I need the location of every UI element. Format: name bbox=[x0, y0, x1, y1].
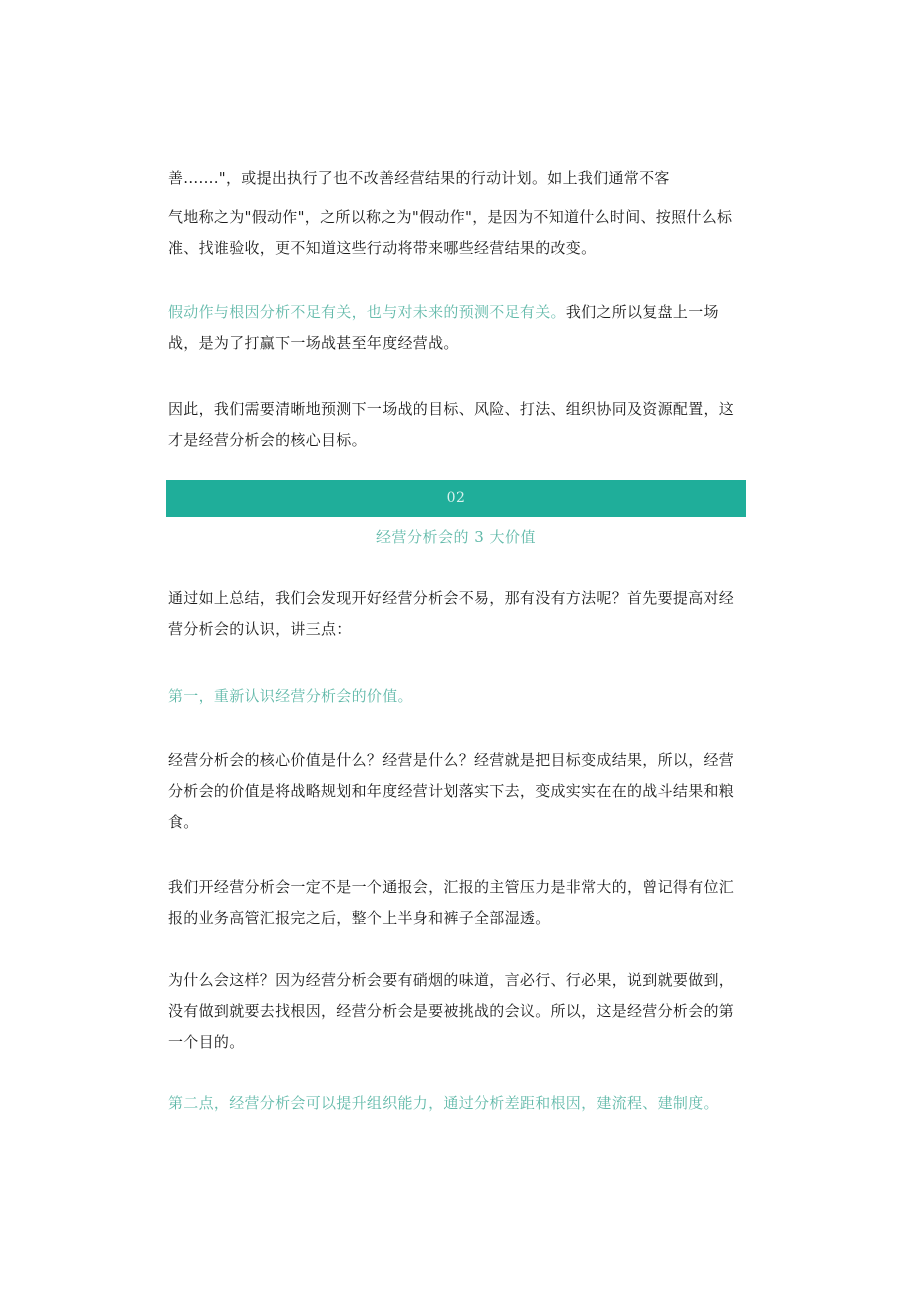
paragraph-line: 我们开经营分析会一定不是一个通报会，汇报的主管压力是非常大的，曾记得有位汇 bbox=[168, 878, 735, 896]
paragraph-line: 才是经营分析会的核心目标。 bbox=[168, 431, 367, 449]
section-title: 经营分析会的 3 大价值 bbox=[375, 528, 537, 546]
paragraph-line: 为什么会这样？因为经营分析会要有硝烟的味道，言必行、行必果，说到就要做到， bbox=[168, 971, 735, 989]
paragraph-9 bbox=[168, 965, 746, 1058]
section-number-bar: 02 bbox=[166, 480, 746, 517]
paragraph-4 bbox=[168, 394, 746, 456]
paragraph-line: 一个目的。 bbox=[168, 1033, 245, 1051]
paragraph-line: 没有做到就要去找根因，经营分析会是要被挑战的会议。所以，这是经营分析会的第 bbox=[168, 1002, 735, 1020]
paragraph-line: 准、找谁验收，更不知道这些行动将带来哪些经营结果的改变。 bbox=[168, 239, 597, 257]
highlight-text: 假动作与根因分析不足有关，也与对未来的预测不足有关。 bbox=[168, 303, 566, 321]
paragraph-3 bbox=[168, 297, 746, 359]
paragraph-line: 通过如上总结，我们会发现开好经营分析会不易，那有没有方法呢？首先要提高对经 bbox=[168, 589, 735, 607]
paragraph-2 bbox=[168, 202, 746, 264]
paragraph-line: 因此，我们需要清晰地预测下一场战的目标、风险、打法、组织协同及资源配置，这 bbox=[168, 400, 735, 418]
paragraph-line: 营分析会的认识，讲三点： bbox=[168, 620, 352, 638]
paragraph-line: 战，是为了打赢下一场战甚至年度经营战。 bbox=[168, 334, 459, 352]
paragraph-line: 善......."，或提出执行了也不改善经营结果的行动计划。如上我们通常不客 bbox=[168, 169, 670, 187]
paragraph-line: 经营分析会的核心价值是什么？经营是什么？经营就是把目标变成结果，所以，经营 bbox=[168, 751, 735, 769]
paragraph-line: 分析会的价值是将战略规划和年度经营计划落实下去，变成实实在在的战斗结果和粮 bbox=[168, 782, 735, 800]
paragraph-line: 第一，重新认识经营分析会的价值。 bbox=[168, 687, 413, 705]
paragraph-5 bbox=[168, 583, 746, 645]
paragraph-6-heading bbox=[168, 681, 746, 712]
paragraph-line: 气地称之为"假动作"，之所以称之为"假动作"，是因为不知道什么时间、按照什么标 bbox=[168, 208, 733, 226]
paragraph-line: 食。 bbox=[168, 813, 199, 831]
paragraph-7 bbox=[168, 745, 746, 838]
paragraph-10-heading bbox=[168, 1088, 746, 1119]
paragraph-8 bbox=[168, 872, 746, 934]
paragraph-text: 我们之所以复盘上一场 bbox=[565, 303, 719, 321]
paragraph-line bbox=[168, 297, 746, 328]
paragraph-line: 第二点，经营分析会可以提升组织能力，通过分析差距和根因，建流程、建制度。 bbox=[168, 1094, 719, 1112]
paragraph-line: 报的业务高管汇报完之后，整个上半身和裤子全部湿透。 bbox=[168, 909, 551, 927]
paragraph-1 bbox=[168, 163, 746, 194]
